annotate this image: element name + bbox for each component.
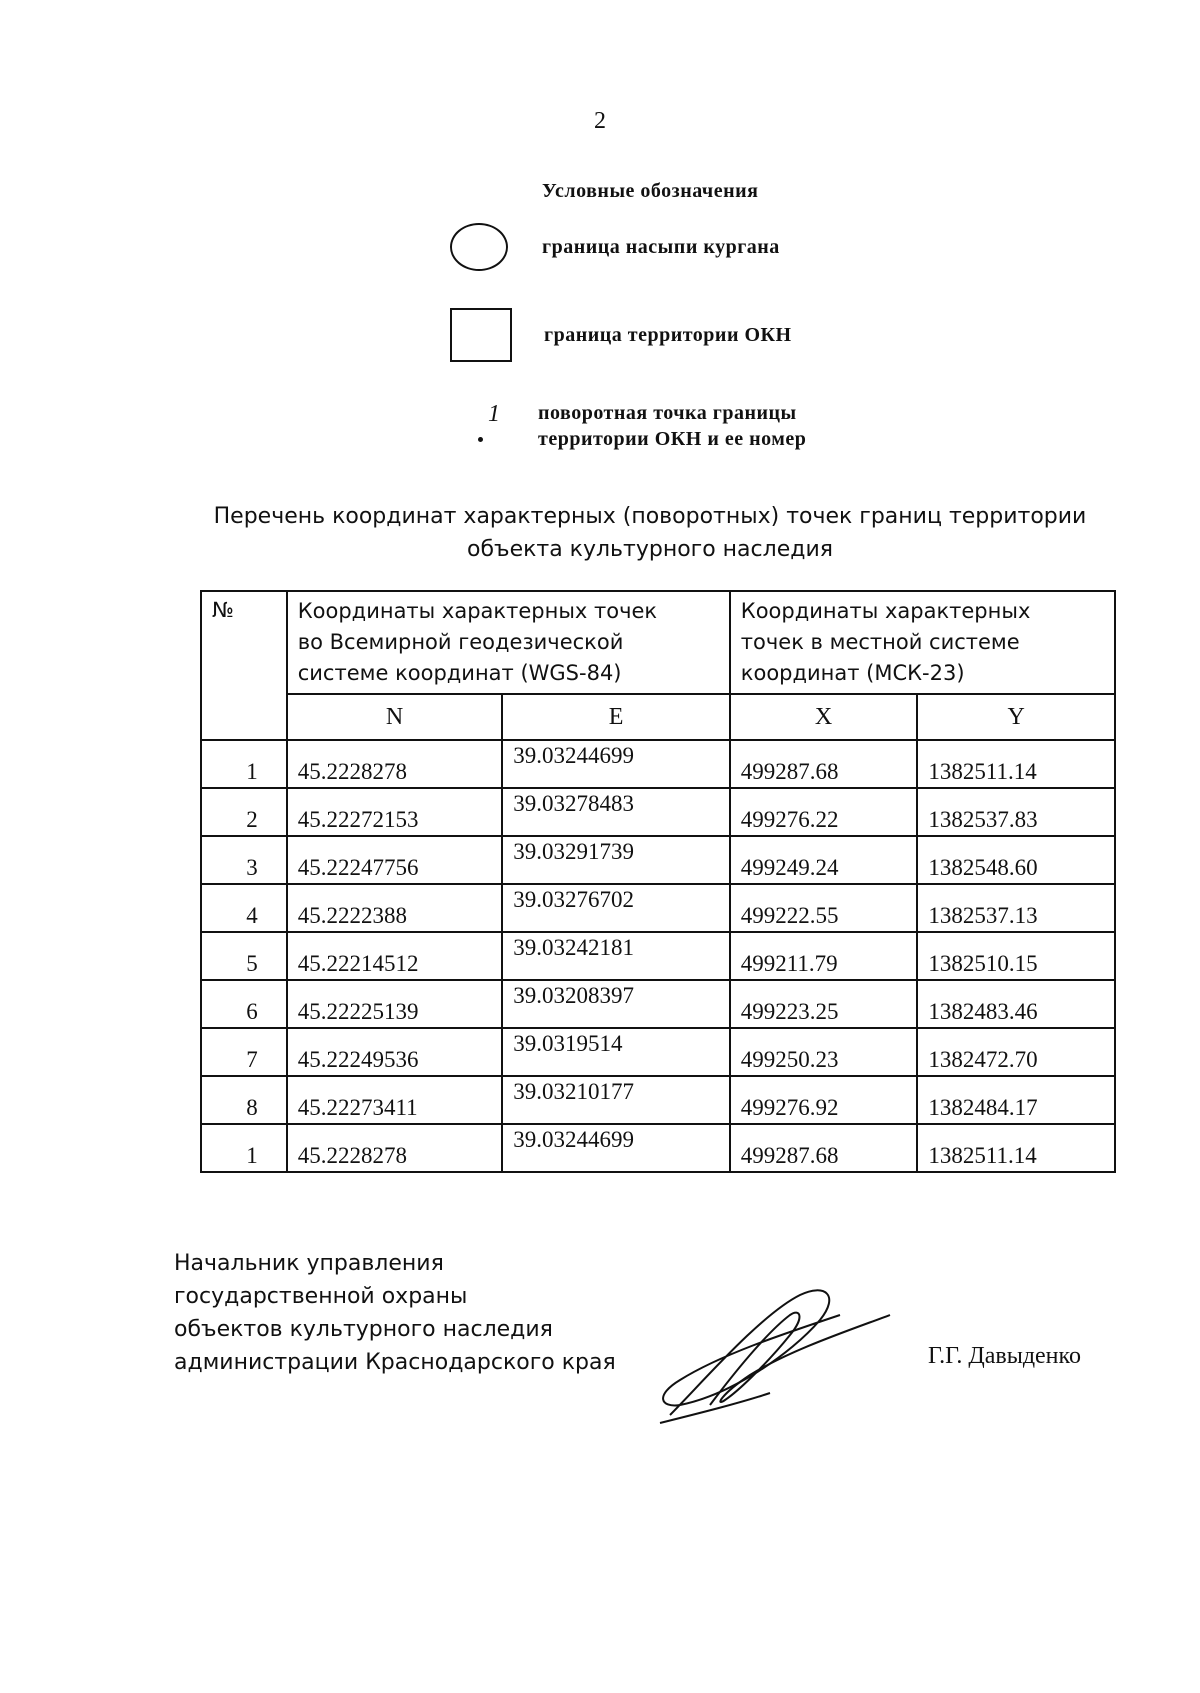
legend-text-point-line1: поворотная точка границы	[538, 402, 797, 424]
table-row	[201, 932, 1115, 980]
cell-e: 39.03278483	[502, 788, 729, 836]
coordinates-table	[200, 590, 1116, 1173]
cell-e: 39.0319514	[502, 1028, 729, 1076]
column-x: X	[730, 694, 918, 740]
header-number: №	[201, 591, 287, 740]
cell-n: 45.22225139	[287, 980, 503, 1028]
legend-item-mound	[450, 223, 780, 271]
cell-e: 39.03276702	[502, 884, 729, 932]
row-number: 5	[201, 932, 287, 980]
header-msk23-line2: точек в местной системе	[740, 630, 1020, 654]
cell-x: 499211.79	[730, 932, 918, 980]
cell-e: 39.03242181	[502, 932, 729, 980]
cell-n: 45.22247756	[287, 836, 503, 884]
header-wgs84-line2: во Всемирной геодезической	[297, 630, 624, 654]
cell-y: 1382537.13	[917, 884, 1115, 932]
row-number: 1	[201, 740, 287, 788]
cell-n: 45.22249536	[287, 1028, 503, 1076]
cell-y: 1382548.60	[917, 836, 1115, 884]
header-msk23-line3: координат (МСК-23)	[740, 661, 965, 685]
table-caption	[160, 500, 1140, 566]
row-number: 2	[201, 788, 287, 836]
cell-x: 499249.24	[730, 836, 918, 884]
cell-x: 499287.68	[730, 740, 918, 788]
cell-e: 39.03210177	[502, 1076, 729, 1124]
table-subheader-row	[201, 694, 1115, 740]
header-wgs84-line3: системе координат (WGS-84)	[297, 661, 622, 685]
cell-y: 1382511.14	[917, 740, 1115, 788]
row-number: 7	[201, 1028, 287, 1076]
column-y: Y	[917, 694, 1115, 740]
column-n: N	[287, 694, 503, 740]
signatory-title-line1: Начальник управления	[174, 1251, 444, 1276]
cell-n: 45.22272153	[287, 788, 503, 836]
table-row	[201, 1028, 1115, 1076]
table-row	[201, 980, 1115, 1028]
cell-e: 39.03291739	[502, 836, 729, 884]
caption-line2: объекта культурного наследия	[467, 537, 833, 562]
cell-y: 1382537.83	[917, 788, 1115, 836]
cell-n: 45.2228278	[287, 1124, 503, 1172]
cell-y: 1382511.14	[917, 1124, 1115, 1172]
header-wgs84-line1: Координаты характерных точек	[297, 599, 658, 623]
square-icon	[450, 308, 512, 362]
cell-e: 39.03244699	[502, 740, 729, 788]
row-number: 3	[201, 836, 287, 884]
row-number: 6	[201, 980, 287, 1028]
signature-block	[174, 1247, 616, 1379]
cell-x: 499276.22	[730, 788, 918, 836]
cell-y: 1382510.15	[917, 932, 1115, 980]
cell-y: 1382472.70	[917, 1028, 1115, 1076]
table-row	[201, 740, 1115, 788]
cell-n: 45.2222388	[287, 884, 503, 932]
table-row	[201, 788, 1115, 836]
header-msk23	[730, 591, 1115, 694]
cell-n: 45.2228278	[287, 740, 503, 788]
cell-e: 39.03244699	[502, 1124, 729, 1172]
table-row	[201, 1076, 1115, 1124]
legend-item-point	[450, 400, 806, 452]
table-header-row	[201, 591, 1115, 694]
cell-x: 499222.55	[730, 884, 918, 932]
row-number: 4	[201, 884, 287, 932]
signer-name: Г.Г. Давыденко	[928, 1343, 1081, 1369]
point-marker-label: 1	[488, 401, 500, 427]
circle-icon	[450, 223, 508, 271]
cell-n: 45.22214512	[287, 932, 503, 980]
table-row	[201, 1124, 1115, 1172]
signatory-title-line4: администрации Краснодарского края	[174, 1350, 616, 1375]
cell-y: 1382484.17	[917, 1076, 1115, 1124]
table-row	[201, 836, 1115, 884]
cell-x: 499287.68	[730, 1124, 918, 1172]
row-number: 1	[201, 1124, 287, 1172]
header-wgs84	[287, 591, 730, 694]
legend-text-mound: граница насыпи кургана	[542, 236, 780, 258]
cell-n: 45.22273411	[287, 1076, 503, 1124]
row-number: 8	[201, 1076, 287, 1124]
point-icon	[450, 401, 510, 451]
header-msk23-line1: Координаты характерных	[740, 599, 1031, 623]
cell-x: 499223.25	[730, 980, 918, 1028]
page-number: 2	[594, 108, 606, 134]
handwritten-signature-icon	[640, 1275, 910, 1425]
caption-line1: Перечень координат характерных (поворотных) точек границ территории	[213, 504, 1087, 529]
point-dot	[478, 437, 483, 442]
table-row	[201, 884, 1115, 932]
signatory-title-line2: государственной охраны	[174, 1284, 468, 1309]
cell-y: 1382483.46	[917, 980, 1115, 1028]
cell-x: 499276.92	[730, 1076, 918, 1124]
signatory-title-line3: объектов культурного наследия	[174, 1317, 553, 1342]
legend-item-territory	[450, 308, 792, 362]
column-e: E	[502, 694, 729, 740]
legend-title: Условные обозначения	[542, 180, 759, 202]
legend-text-point-line2: территории ОКН и ее номер	[538, 428, 807, 450]
legend-text-territory: граница территории ОКН	[544, 324, 792, 346]
cell-e: 39.03208397	[502, 980, 729, 1028]
cell-x: 499250.23	[730, 1028, 918, 1076]
